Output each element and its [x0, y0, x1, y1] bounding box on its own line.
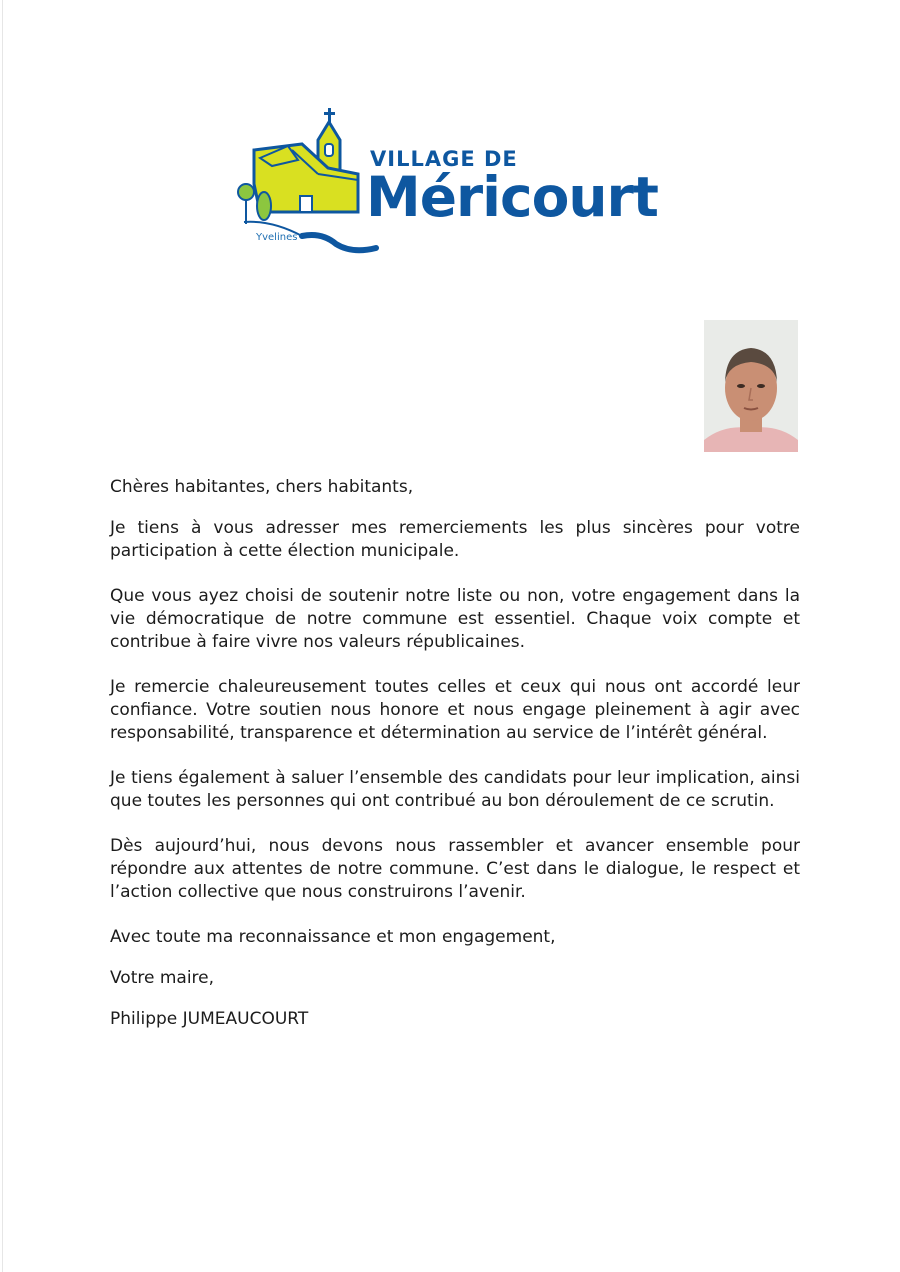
- letter-paragraph: Je tiens également à saluer l’ensemble des candidats pour leur implication, ainsi que toutes les personnes qui ont contribué au bon déroulement de ce scrutin.: [110, 768, 800, 811]
- letter-salutation: Chères habitantes, chers habitants,: [110, 477, 414, 497]
- letter-body: [110, 476, 800, 1031]
- mayor-portrait: [704, 320, 798, 452]
- letter-paragraph: Je tiens à vous adresser mes remerciements les plus sincères pour votre participation à cette élection municipale.: [110, 518, 800, 561]
- page-edge: [2, 0, 3, 1272]
- logo-village-label: VILLAGE DE: [370, 147, 518, 171]
- logo-village-name: Méricourt: [366, 165, 658, 229]
- village-logo: [232, 104, 692, 254]
- letter-signature: Philippe JUMEAUCOURT: [110, 1009, 309, 1029]
- logo-region: Yvelines: [256, 232, 298, 243]
- letter-paragraph: Je remercie chaleureusement toutes celles et ceux qui nous ont accordé leur confiance. Votre soutien nous honore et nous engage pleinement à agir avec responsabilité, transparence et détermination au service de l’intérêt général.: [110, 677, 800, 743]
- letter-signoff: Votre maire,: [110, 968, 215, 988]
- letter-paragraph: Que vous ayez choisi de soutenir notre liste ou non, votre engagement dans la vie démocratique de notre commune est essentiel. Chaque voix compte et contribue à faire vivre nos valeurs républicaines.: [110, 586, 800, 652]
- village-emblem-icon: [232, 104, 382, 254]
- letter-paragraph: Dès aujourd’hui, nous devons nous rassembler et avancer ensemble pour répondre aux attentes de notre commune. C’est dans le dialogue, le respect et l’action collective que nous construirons l’avenir.: [110, 836, 800, 902]
- portrait-image: [704, 320, 798, 452]
- letter-closing: Avec toute ma reconnaissance et mon engagement,: [110, 927, 556, 947]
